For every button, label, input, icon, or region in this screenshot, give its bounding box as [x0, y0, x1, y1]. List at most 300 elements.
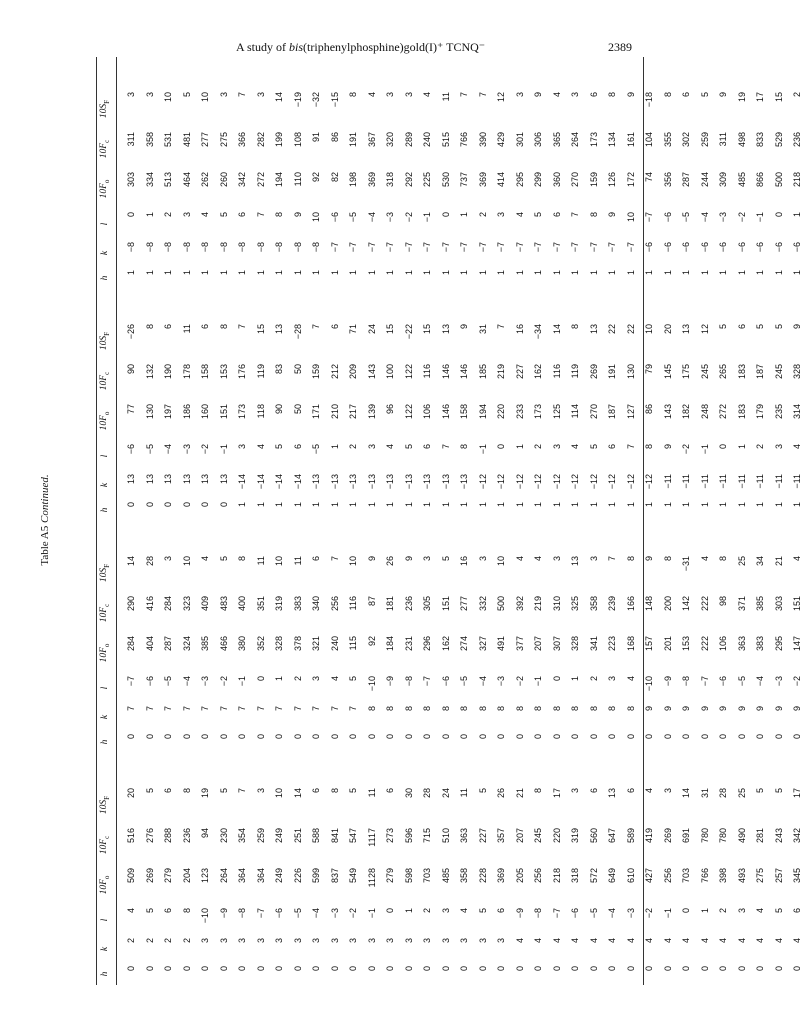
table-cell: 352: [255, 636, 266, 652]
table-cell: 464: [181, 172, 192, 188]
table-cell: 116: [348, 596, 359, 611]
table-cell: 1: [607, 270, 618, 276]
table-cell: 186: [181, 404, 192, 420]
table-cell: 1: [329, 444, 340, 450]
table-cell: 5: [348, 676, 359, 682]
table-cell: 272: [255, 172, 266, 188]
table-cell: −6: [440, 676, 451, 687]
table-cell: 159: [311, 364, 322, 380]
table-cell: 50: [292, 364, 303, 375]
table-cell: −8: [533, 908, 544, 919]
table-cell: 302: [681, 132, 692, 148]
table-row: [289, 57, 308, 289]
table-cell: −3: [718, 212, 729, 223]
table-row: [622, 289, 641, 521]
column-header: [99, 825, 111, 865]
table-cell: 8: [533, 706, 544, 712]
table-cell: 296: [422, 636, 433, 652]
table-cell: 419: [644, 828, 655, 844]
table-row: [289, 753, 308, 985]
table-cell: 10: [181, 556, 192, 567]
table-cell: 0: [681, 734, 692, 740]
column-header: [99, 401, 111, 441]
table-cell: −8: [237, 908, 248, 919]
table-cell: 230: [218, 828, 229, 844]
table-cell: 201: [662, 636, 673, 652]
table-row: [122, 753, 141, 985]
table-cell: −4: [181, 676, 192, 687]
table-cell: 0: [718, 734, 729, 740]
table-cell: 0: [218, 502, 229, 508]
table-cell: 160: [200, 404, 211, 420]
table-cell: 299: [533, 172, 544, 188]
table-cell: 14: [292, 788, 303, 799]
table-cell: 7: [163, 706, 174, 712]
table-cell: −9: [385, 676, 396, 687]
table-cell: 311: [718, 132, 729, 147]
table-cell: 28: [422, 788, 433, 799]
table-cell: 0: [459, 966, 470, 972]
table-row: [733, 753, 752, 985]
header-sub: c: [102, 835, 111, 839]
table-cell: 0: [200, 966, 211, 972]
table-cell: 151: [792, 596, 803, 612]
table-cell: 245: [533, 828, 544, 844]
table-cell: 94: [200, 828, 211, 839]
table-row: [418, 753, 437, 985]
table-cell: 1: [644, 270, 655, 276]
table-cell: 380: [237, 636, 248, 652]
table-cell: 429: [496, 132, 507, 148]
table-cell: 259: [255, 828, 266, 844]
table-cell: 287: [681, 172, 692, 188]
table-cell: 9: [644, 706, 655, 712]
table-cell: 9: [792, 324, 803, 330]
table-cell: 8: [607, 92, 618, 98]
table-cell: 342: [237, 172, 248, 188]
table-cell: 0: [514, 966, 525, 972]
table-cell: 318: [385, 172, 396, 188]
table-rows: [122, 57, 807, 289]
table-cell: 833: [755, 132, 766, 148]
table-row: [511, 289, 530, 521]
table-cell: 358: [144, 132, 155, 148]
table-cell: 5: [440, 556, 451, 562]
column-header: [100, 239, 110, 267]
table-cell: 5: [144, 788, 155, 794]
table-cell: 0: [792, 966, 803, 972]
table-cell: 265: [718, 364, 729, 380]
table-cell: 295: [514, 172, 525, 188]
table-cell: 3: [255, 788, 266, 794]
table-cell: 96: [385, 404, 396, 415]
table-cell: −8: [681, 676, 692, 687]
table-cell: 357: [496, 828, 507, 844]
table-cell: 1128: [366, 868, 377, 888]
table-cell: 0: [514, 734, 525, 740]
table-cell: 28: [144, 556, 155, 567]
table-cell: 377: [514, 636, 525, 652]
table-cell: 289: [403, 132, 414, 148]
table-cell: 8: [533, 788, 544, 794]
table-row: [511, 753, 530, 985]
table-row: [733, 57, 752, 289]
table-row: [122, 57, 141, 289]
table-cell: 358: [459, 868, 470, 884]
table-cell: 3: [181, 212, 192, 218]
table-cell: −8: [218, 242, 229, 253]
table-cell: 179: [755, 404, 766, 420]
table-cell: 325: [570, 596, 581, 612]
table-row: [437, 289, 456, 521]
table-cell: 231: [403, 636, 414, 652]
table-cell: 314: [792, 404, 803, 420]
table-row: [677, 753, 696, 985]
table-cell: 3: [348, 938, 359, 944]
table-cell: 7: [144, 706, 155, 712]
table-cell: 143: [662, 404, 673, 420]
table-cell: 9: [699, 706, 710, 712]
table-cell: 0: [718, 444, 729, 450]
table-cell: 516: [126, 828, 137, 844]
table-cell: 1: [403, 908, 414, 914]
table-cell: 205: [514, 868, 525, 884]
table-cell: −8: [144, 242, 155, 253]
table-cell: 4: [551, 938, 562, 944]
table-cell: −2: [218, 676, 229, 687]
table-cell: 0: [718, 966, 729, 972]
table-row: [307, 753, 326, 985]
table-cell: −8: [274, 242, 285, 253]
table-row: [492, 57, 511, 289]
table-cell: −7: [699, 676, 710, 687]
table-cell: 139: [366, 404, 377, 420]
table-cell: −10: [366, 676, 377, 692]
table-cell: 1: [126, 270, 137, 276]
table-cell: 3: [570, 788, 581, 794]
table-cell: 200: [662, 596, 673, 612]
table-row: [326, 521, 345, 753]
table-cell: 236: [403, 596, 414, 612]
table-cell: 251: [292, 828, 303, 844]
table-cell: 366: [237, 132, 248, 148]
table-cell: 3: [477, 938, 488, 944]
table-cell: 371: [736, 596, 747, 612]
table-cell: 220: [551, 828, 562, 844]
table-cell: −7: [255, 908, 266, 919]
table-cell: −7: [422, 242, 433, 253]
table-cell: 1: [570, 502, 581, 508]
table-cell: 1: [163, 270, 174, 276]
table-row: [233, 289, 252, 521]
table-cell: 8: [718, 556, 729, 562]
table-cell: 218: [551, 868, 562, 884]
table-cell: 1: [144, 270, 155, 276]
table-cell: 0: [292, 734, 303, 740]
table-cell: 3: [163, 556, 174, 562]
table-cell: −6: [699, 242, 710, 253]
table-cell: −6: [570, 908, 581, 919]
table-cell: 8: [218, 324, 229, 330]
table-cell: 130: [625, 364, 636, 380]
table-row: [548, 289, 567, 521]
table-row: [363, 753, 382, 985]
table-cell: 358: [588, 596, 599, 612]
table-cell: 4: [607, 938, 618, 944]
table-cell: 12: [496, 92, 507, 103]
table-row: [474, 289, 493, 521]
table-cell: 148: [644, 596, 655, 612]
table-row: [270, 289, 289, 521]
table-row: [566, 521, 585, 753]
table-cell: 0: [126, 212, 137, 218]
table-cell: 8: [348, 92, 359, 98]
table-cell: −8: [403, 676, 414, 687]
table-cell: −3: [200, 676, 211, 687]
table-row: [566, 753, 585, 985]
table-row: [400, 57, 419, 289]
table-cell: 130: [144, 404, 155, 420]
table-row: [381, 289, 400, 521]
table-cell: 6: [200, 324, 211, 330]
table-cell: 2: [144, 938, 155, 944]
table-cell: 6: [163, 324, 174, 330]
table-cell: 1: [348, 270, 359, 276]
table-cell: 16: [459, 556, 470, 567]
table-row: [640, 753, 659, 985]
table-row: [233, 753, 252, 985]
table-cell: 6: [736, 324, 747, 330]
table-cell: −7: [551, 242, 562, 253]
table-cell: −15: [329, 92, 340, 108]
table-cell: 4: [773, 938, 784, 944]
table-rule: [116, 289, 117, 521]
table-cell: 158: [200, 364, 211, 380]
table-cell: 8: [588, 706, 599, 712]
table-cell: 287: [163, 636, 174, 652]
table-cell: 11: [292, 556, 303, 566]
table-cell: 334: [144, 172, 155, 188]
table-cell: 0: [200, 734, 211, 740]
table-cell: 1: [514, 502, 525, 508]
table-cell: 10: [163, 92, 174, 103]
table-cell: 7: [237, 706, 248, 712]
table-cell: 21: [773, 556, 784, 567]
title-suffix: (triphenylphosphine)gold(I)⁺ TCNQ⁻: [303, 40, 486, 54]
table-cell: 79: [644, 364, 655, 375]
table-row: [511, 521, 530, 753]
table-row: [455, 753, 474, 985]
table-cell: 0: [625, 734, 636, 740]
table-cell: 114: [570, 404, 581, 419]
table-cell: 4: [514, 556, 525, 562]
table-cell: 7: [329, 706, 340, 712]
table-cell: 342: [792, 828, 803, 844]
table-cell: 106: [422, 404, 433, 420]
table-row: [640, 521, 659, 753]
column-header: [100, 963, 110, 985]
table-cell: −7: [459, 242, 470, 253]
table-row: [751, 289, 770, 521]
table-cell: 9: [662, 444, 673, 450]
table-cell: 6: [292, 444, 303, 450]
table-cell: −2: [200, 444, 211, 455]
table-cell: 323: [181, 596, 192, 612]
table-cell: −7: [329, 242, 340, 253]
table-cell: 249: [274, 828, 285, 844]
table-cell: 3: [385, 938, 396, 944]
table-cell: 560: [588, 828, 599, 844]
header-main: 10F: [99, 374, 110, 391]
table-cell: 6: [681, 92, 692, 98]
table-cell: −6: [736, 242, 747, 253]
table-row: [659, 753, 678, 985]
table-cell: 0: [126, 734, 137, 740]
table-row: [196, 753, 215, 985]
table-cell: 235: [773, 404, 784, 420]
table-row: [677, 57, 696, 289]
table-cell: 500: [773, 172, 784, 188]
table-cell: 385: [200, 636, 211, 652]
column-header: [99, 593, 111, 633]
table-cell: −18: [644, 92, 655, 108]
table-row: [252, 753, 271, 985]
table-cell: 0: [625, 966, 636, 972]
column-header: [99, 361, 111, 401]
table-row: [270, 57, 289, 289]
table-cell: 0: [385, 734, 396, 740]
table-row: [770, 753, 789, 985]
table-cell: 8: [662, 556, 673, 562]
table-cell: 0: [773, 212, 784, 218]
table-cell: 866: [755, 172, 766, 188]
table-cell: 272: [718, 404, 729, 420]
table-cell: 1: [311, 502, 322, 508]
table-cell: 2: [755, 444, 766, 450]
table-cell: 7: [255, 706, 266, 712]
table-cell: 1: [255, 270, 266, 276]
table-cell: 0: [440, 966, 451, 972]
table-cell: 364: [255, 868, 266, 884]
table-cell: 0: [570, 734, 581, 740]
table-cell: −13: [348, 474, 359, 490]
table-cell: 0: [644, 966, 655, 972]
table-cell: 1: [718, 502, 729, 508]
table-cell: 1: [329, 502, 340, 508]
table-cell: 367: [366, 132, 377, 148]
table-cell: 15: [422, 324, 433, 335]
table-cell: 276: [144, 828, 155, 844]
table-row: [788, 289, 807, 521]
table-cell: 400: [237, 596, 248, 612]
table-cell: 176: [237, 364, 248, 380]
table-cell: 409: [200, 596, 211, 612]
column-header: [99, 129, 111, 169]
table-row: [233, 521, 252, 753]
table-cell: 2: [348, 444, 359, 450]
table-cell: −28: [292, 324, 303, 340]
table-row: [788, 521, 807, 753]
table-row: [770, 57, 789, 289]
table-row: [751, 753, 770, 985]
table-cell: 274: [459, 636, 470, 652]
table-cell: 363: [459, 828, 470, 844]
table-cell: 303: [126, 172, 137, 188]
table-cell: 0: [274, 966, 285, 972]
table-cell: 122: [403, 364, 414, 380]
table-row: [714, 289, 733, 521]
table-row: [178, 753, 197, 985]
table-row: [696, 289, 715, 521]
table-cell: 22: [625, 324, 636, 335]
table-cell: 257: [773, 868, 784, 884]
table-cell: 0: [181, 966, 192, 972]
table-row: [178, 521, 197, 753]
table-cell: −13: [329, 474, 340, 490]
table-cell: 780: [718, 828, 729, 844]
table-cell: 279: [385, 868, 396, 884]
table-row: [307, 289, 326, 521]
table-cell: 222: [699, 596, 710, 612]
table-row: [307, 57, 326, 289]
table-cell: 4: [459, 908, 470, 914]
table-cell: 6: [496, 908, 507, 914]
table-cell: 0: [163, 734, 174, 740]
table-cell: 0: [607, 966, 618, 972]
table-cell: −4: [699, 212, 710, 223]
table-cell: 173: [533, 404, 544, 420]
table-cell: 74: [644, 172, 655, 183]
header-main: 10F: [99, 647, 110, 663]
table-row: [437, 521, 456, 753]
table-cell: 0: [496, 444, 507, 450]
table-cell: 2: [533, 444, 544, 450]
table-cell: 86: [644, 404, 655, 415]
table-cell: 599: [311, 868, 322, 884]
table-cell: −14: [237, 474, 248, 490]
table-cell: 98: [718, 596, 729, 607]
table-cell: 588: [311, 828, 322, 844]
table-cell: 6: [163, 788, 174, 794]
table-cell: 1: [403, 502, 414, 508]
table-cell: 248: [699, 404, 710, 420]
header-main: 10F: [99, 183, 110, 199]
table-cell: 151: [440, 596, 451, 612]
table-caption: [39, 420, 57, 620]
table-cell: −7: [625, 242, 636, 253]
table-cell: −6: [662, 242, 673, 253]
table-cell: 3: [255, 938, 266, 944]
table-cell: 7: [607, 556, 618, 562]
table-row: [751, 57, 770, 289]
table-cell: 220: [496, 404, 507, 420]
table-cell: 262: [200, 172, 211, 188]
table-cell: 14: [274, 92, 285, 103]
table-cell: 1: [662, 502, 673, 508]
table-cell: 5: [274, 444, 285, 450]
table-cell: 493: [736, 868, 747, 884]
table-cell: 1: [533, 270, 544, 276]
table-rows: [122, 521, 807, 753]
table-cell: 5: [181, 92, 192, 98]
table-cell: 8: [181, 788, 192, 794]
table-cell: 1: [570, 676, 581, 682]
table-cell: 500: [496, 596, 507, 612]
column-header: [99, 553, 111, 593]
table-cell: 513: [163, 172, 174, 188]
table-cell: 8: [181, 908, 192, 914]
table-row: [159, 289, 178, 521]
